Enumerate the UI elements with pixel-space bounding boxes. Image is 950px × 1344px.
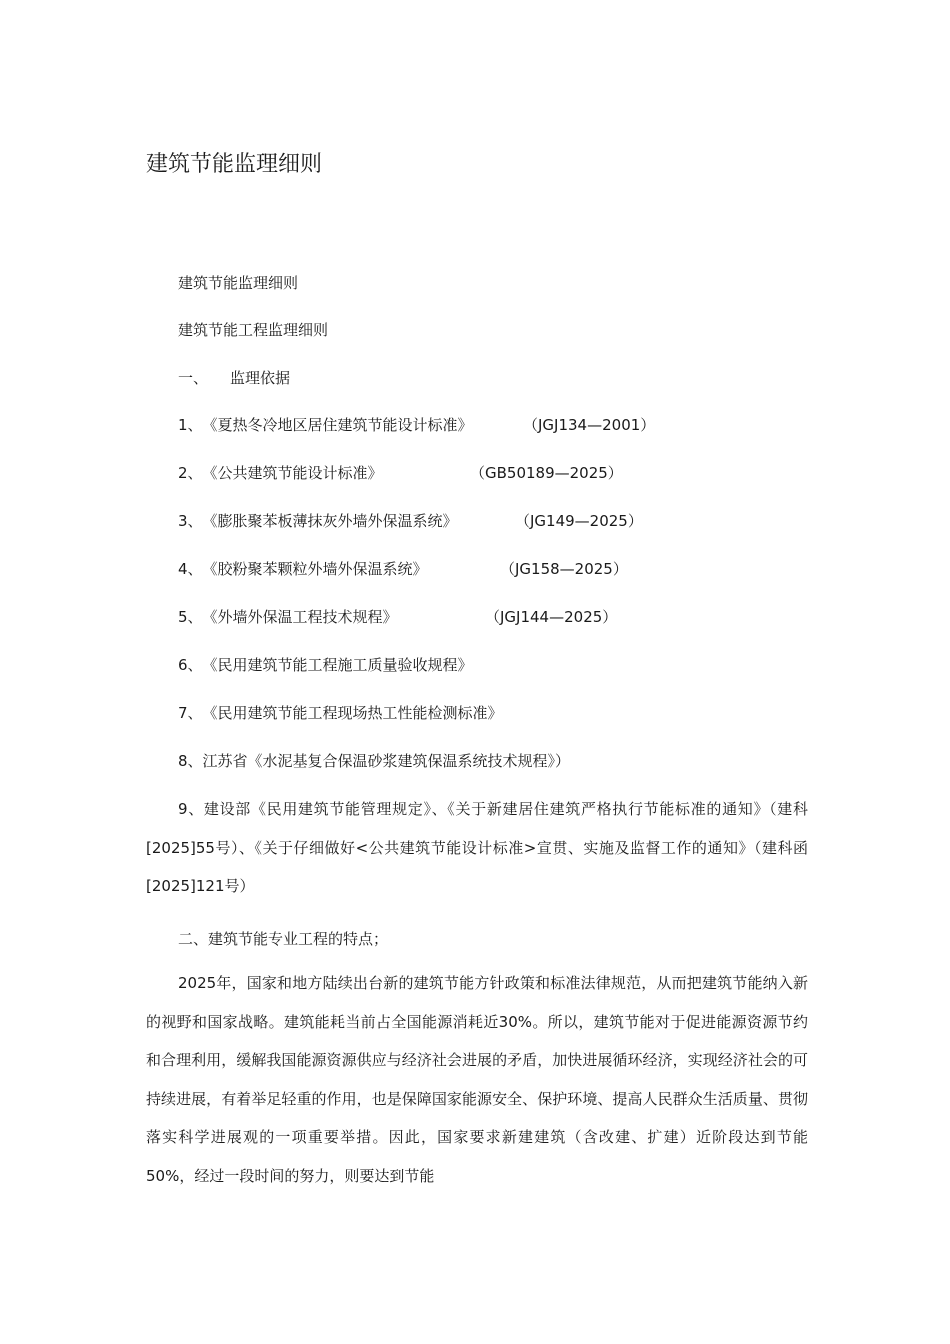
body-paragraph: 2025年，国家和地方陆续出台新的建筑节能方针政策和标准法律规范，从而把建筑节能纳入新的视野和国家战略。建筑能耗当前占全国能源消耗近30%。所以，建筑节能对于促进能源资源节约和合理利用，缓解我国能源资源供应与经济社会进展的矛盾，加快进展循环经济，实现经济社会的可持续进展，有着举足轻重的作用，也是保障国家能源安全、保护环境、提高人民群众生活质量、贯彻落实科学进展观的一项重要举措。因此，国家要求新建建筑（含改建、扩建）近阶段达到节能50%，经过一段时间的努力，则要达到节能 <box>146 974 808 1185</box>
reference-item <box>178 414 878 436</box>
reference-name: 《民用建筑节能工程现场热工性能检测标准》 <box>202 704 503 722</box>
reference-number: 4、 <box>178 560 203 578</box>
subtitle-2: 建筑节能工程监理细则 <box>178 321 329 339</box>
reference-number: 8、 <box>178 752 203 770</box>
reference-number: 5、 <box>178 608 203 626</box>
reference-code: （GB50189—2025） <box>470 464 623 482</box>
reference-item <box>178 462 878 484</box>
reference-code: （JG149—2025） <box>515 512 643 530</box>
reference-item <box>178 558 878 580</box>
reference-code: （JGJ134—2001） <box>523 416 656 434</box>
reference-code: （JG158—2025） <box>500 560 628 578</box>
reference-name: 《公共建筑节能设计标准》 <box>202 464 383 482</box>
reference-name: 《民用建筑节能工程施工质量验收规程》 <box>202 656 473 674</box>
subtitle-1: 建筑节能监理细则 <box>178 274 299 292</box>
reference-item <box>178 750 570 772</box>
section-heading-1 <box>178 367 290 389</box>
reference-name: 《外墙外保温工程技术规程》 <box>202 608 398 626</box>
reference-number: 1、 <box>178 416 203 434</box>
reference-name: 《膨胀聚苯板薄抹灰外墙外保温系统》 <box>202 512 458 530</box>
reference-item <box>178 510 878 532</box>
reference-item <box>178 702 503 724</box>
reference-number: 3、 <box>178 512 203 530</box>
reference-code: （JGJ144—2025） <box>485 608 618 626</box>
reference-number: 2、 <box>178 464 203 482</box>
section-number: 一、 <box>178 369 209 387</box>
reference-name: 《夏热冬冷地区居住建筑节能设计标准》 <box>202 416 473 434</box>
reference-item-9: 9、建设部《民用建筑节能管理规定》、《关于新建居住建筑严格执行节能标准的通知》（建科[2025]55号）、《关于仔细做好<公共建筑节能设计标准>宣贯、实施及监督工作的通知》（建科函[2025]121号） <box>146 800 808 895</box>
document-title: 建筑节能监理细则 <box>146 152 323 177</box>
reference-item <box>178 606 878 628</box>
section-label: 监理依据 <box>230 369 291 387</box>
reference-number: 6、 <box>178 656 203 674</box>
reference-item <box>178 654 473 676</box>
reference-name: 江苏省《水泥基复合保温砂浆建筑保温系统技术规程》） <box>202 752 571 770</box>
reference-name: 《胶粉聚苯颗粒外墙外保温系统》 <box>202 560 428 578</box>
section-heading-2: 二、建筑节能专业工程的特点； <box>178 930 389 948</box>
reference-number: 7、 <box>178 704 203 722</box>
